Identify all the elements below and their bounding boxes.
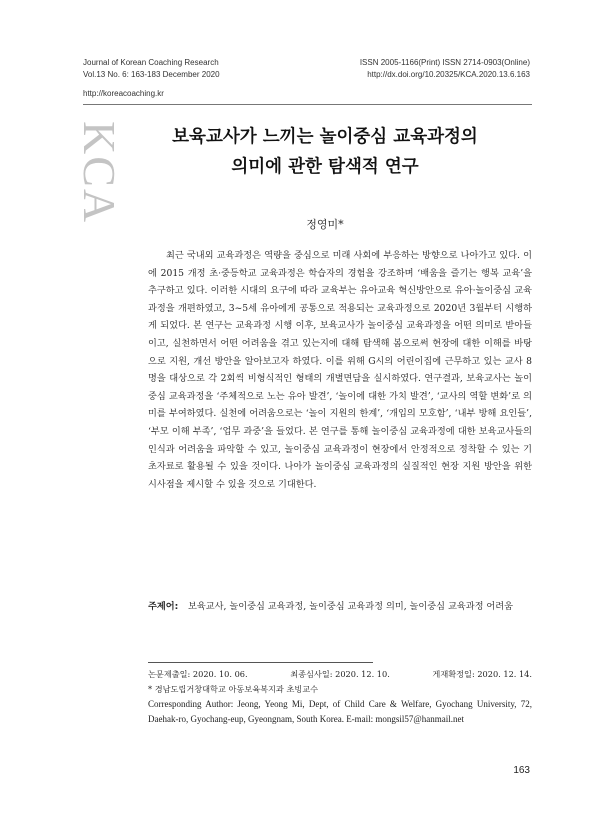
page-number: 163 [513, 765, 530, 776]
keywords-text: 보육교사, 놀이중심 교육과정, 놀이중심 교육과정 의미, 놀이중심 교육과정 어려움 [188, 601, 514, 612]
kca-logo-watermark: KCA [74, 121, 125, 225]
corresponding-author: Corresponding Author: Jeong, Yeong Mi, Dept, of Child Care & Welfare, Gyochang University, 72, Daehak-ro, Gyochang-eup, Gyeongnam, South Korea. E-mail: mongsil57@hanmail.net [148, 699, 532, 724]
reviewed-date: 최종심사일: 2020. 12. 10. [290, 669, 390, 679]
paper-title [120, 122, 530, 182]
author-name: 정영미* [306, 218, 344, 231]
site-url-link[interactable]: http://koreacoaching.kr [83, 89, 164, 98]
header-divider [83, 104, 532, 105]
footnote-dates [148, 667, 532, 681]
journal-name: Journal of Korean Coaching Research [83, 58, 219, 67]
footnote-divider [148, 662, 373, 663]
submitted-date: 논문제출일: 2020. 10. 06. [148, 669, 248, 679]
keywords-label: 주제어: [148, 601, 179, 612]
author-affiliation: * 경남도립거창대학교 아동보육복지과 초빙교수 [148, 684, 319, 694]
keywords-block [148, 598, 532, 616]
journal-header-right [360, 57, 530, 81]
issn-line: ISSN 2005-1166(Print) ISSN 2714-0903(Online) [359, 58, 530, 67]
journal-header-left [83, 57, 220, 81]
volume-info: Vol.13 No. 6: 163-183 December 2020 [83, 70, 220, 79]
doi-link[interactable]: http://dx.doi.org/10.20325/KCA.2020.13.6.163 [367, 70, 530, 79]
abstract [148, 247, 532, 493]
paper-title-line-2: 의미에 관한 탐색적 연구 [231, 157, 419, 177]
paper-title-line-1: 보육교사가 느끼는 놀이중심 교육과정의 [172, 127, 478, 147]
accepted-date: 게재확정일: 2020. 12. 14. [432, 669, 532, 679]
abstract-text: 최근 국내외 교육과정은 역량을 중심으로 미래 사회에 부응하는 방향으로 나아가고 있다. 이에 2015 개정 초·중등학교 교육과정은 학습자의 경험을 강조하며 ‘배움을 즐기는 행복 교육’을 추구하고 있다. 이러한 시대의 요구에 따라 교육부는 유아교육 혁신방안으로 유아·놀이중심 교육과정을 개편하였고, 3~5세 유아에게 공통으로 적용되는 교육과정으로 2020년 3월부터 시행하게 되었다. 본 연구는 교육과정 시행 이후, 보육교사가 놀이중심 교육과정을 어떤 의미로 받아들이고, 실천하면서 어떤 어려움을 겪고 있는지에 대해 탐색해 봄으로써 현장에 대한 이해를 바탕으로 지원, 개선 방안을 알아보고자 하였다. 이를 위해 G시의 어린이집에 근무하고 있는 교사 8명을 대상으로 각 2회씩 비형식적인 형태의 개별면담을 실시하였다. 연구결과, 보육교사는 놀이중심 교육과정을 ‘주체적으로 노는 유아 발견’, ‘놀이에 대한 가치 발견’, ‘교사의 역할 변화’로 의미를 부여하였다. 실천에 어려움으로는 ‘놀이 지원의 한계’, ‘개입의 모호함’, ‘내부 방해 요인들’, ‘부모 이해 부족’, ‘업무 과중’을 들었다. 본 연구를 통해 놀이중심 교육과정에 대한 보육교사들의 인식과 어려움을 파악할 수 있고, 놀이중심 교육과정이 현장에서 안정적으로 정착할 수 있는 기초자료로 활용될 수 있을 것이다. 나아가 놀이중심 교육과정의 실질적인 현장 지원 방안을 위한 시사점을 제시할 수 있을 것으로 기대한다. [148, 250, 532, 490]
